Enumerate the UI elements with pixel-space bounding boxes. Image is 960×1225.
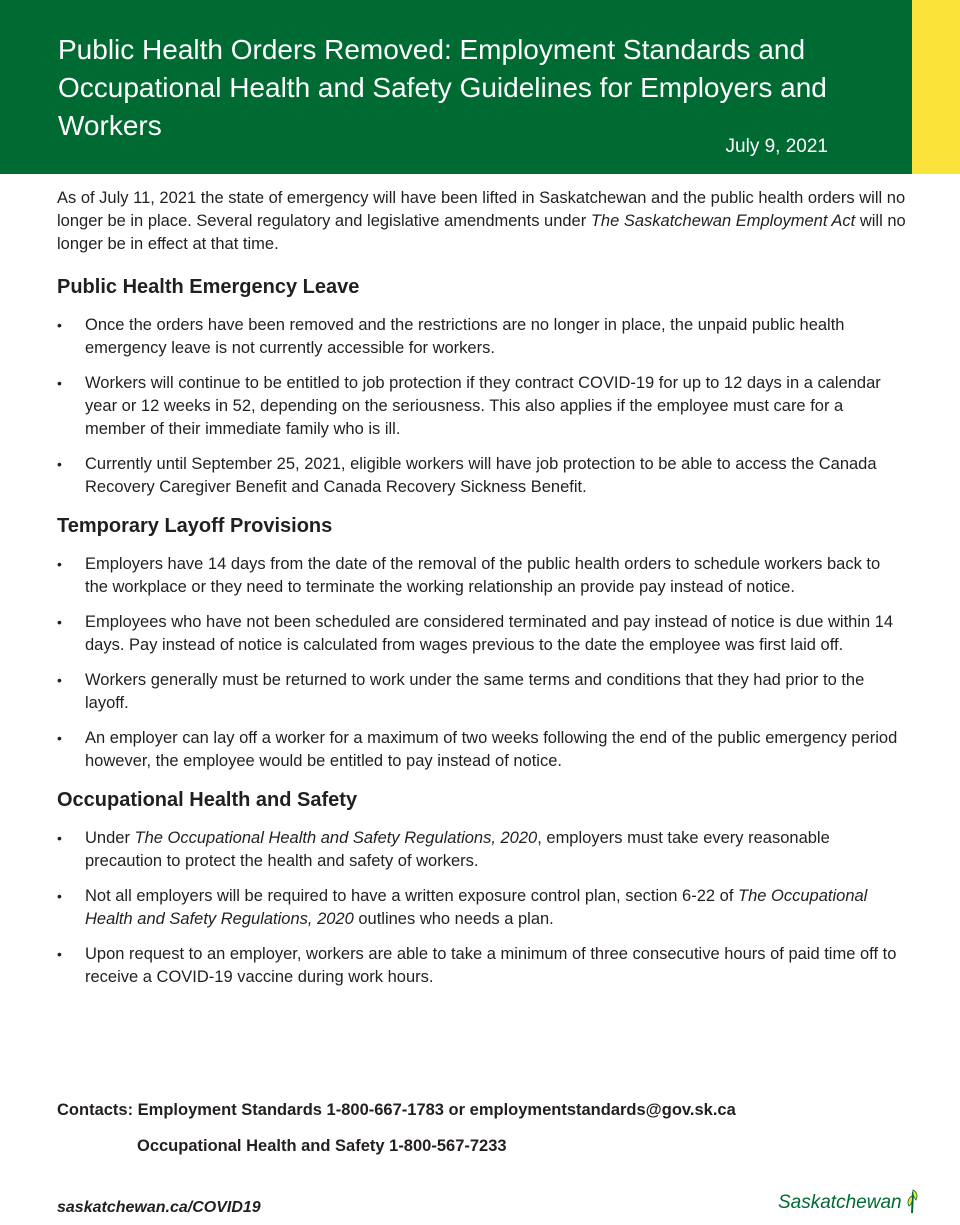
list-item-text: An employer can lay off a worker for a maximum of two weeks following the end of the public emergency period however, the employee would be entitled to pay instead of notice. <box>85 729 898 770</box>
intro-text-end: will no longer be in effect at that time. <box>57 212 906 253</box>
saskatchewan-logo <box>778 1186 920 1214</box>
bullet-icon: • <box>57 730 62 746</box>
list-item <box>57 611 907 657</box>
publish-date: July 9, 2021 <box>725 136 828 157</box>
list-item-text: outlines who needs a plan. <box>353 910 554 928</box>
footer-url: saskatchewan.ca/COVID19 <box>57 1199 261 1216</box>
list-item-text: Once the orders have been removed and the restrictions are no longer in place, the unpaid public health emergency leave is not currently accessible for workers. <box>85 316 845 357</box>
bullet-icon: • <box>57 946 62 962</box>
bullet-icon: • <box>57 614 62 630</box>
list-item-text: Not all employers will be required to have a written exposure control plan, section 6-22 of <box>85 887 739 905</box>
intro-paragraph <box>57 187 907 256</box>
bullet-icon: • <box>57 888 62 904</box>
document-body <box>57 187 907 1003</box>
section-heading-layoff: Temporary Layoff Provisions <box>57 515 333 537</box>
list-item <box>57 885 907 931</box>
logo-wordmark: Saskatchewan <box>778 1192 902 1213</box>
list-item-text: Workers will continue to be entitled to job protection if they contract COVID-19 for up to 12 days in a calendar year or 12 weeks in 52, depending on the seriousness. This also applies if the employee must care for a member of their immediate family who is ill. <box>85 374 881 438</box>
bullet-icon: • <box>57 672 62 688</box>
list-item-text: Employees who have not been scheduled are considered terminated and pay instead of notice is due within 14 days. Pay instead of notice is calculated from wages previous to the date the employee was first laid off. <box>85 613 894 654</box>
act-name: The Saskatchewan Employment Act <box>590 212 856 230</box>
list-item <box>57 727 907 773</box>
list-item <box>57 453 907 499</box>
list-item-text: Employers have 14 days from the date of the removal of the public health orders to schedule workers back to the workplace or they need to terminate the working relationship an provide pay instead of notice. <box>85 555 881 596</box>
bullet-icon: • <box>57 830 62 846</box>
bullet-icon: • <box>57 456 62 472</box>
wheat-icon <box>904 1186 920 1214</box>
list-item-text: Under <box>85 829 135 847</box>
list-item-text: Currently until September 25, 2021, eligible workers will have job protection to be able to access the Canada Recovery Caregiver Benefit and Canada Recovery Sickness Benefit. <box>85 455 877 496</box>
layoff-list <box>57 553 907 773</box>
list-item-text: Upon request to an employer, workers are able to take a minimum of three consecutive hours of paid time off to receive a COVID-19 vaccine during work hours. <box>85 945 897 986</box>
contacts-ohs: Occupational Health and Safety 1-800-567-7233 <box>137 1137 507 1155</box>
bullet-icon: • <box>57 375 62 391</box>
intro-text: As of July 11, 2021 the state of emergency will have been lifted in Saskatchewan and the public health orders will no longer be in place. Several regulatory and legislative amendments under <box>57 189 906 230</box>
accent-bar <box>912 0 960 174</box>
section-heading-emergency-leave: Public Health Emergency Leave <box>57 276 360 298</box>
header-banner <box>0 0 912 174</box>
contacts-employment-standards: Contacts: Employment Standards 1-800-667-1783 or employmentstandards@gov.sk.ca <box>57 1101 736 1119</box>
contacts-block <box>57 1098 736 1158</box>
list-item-text: Workers generally must be returned to work under the same terms and conditions that they had prior to the layoff. <box>85 671 865 712</box>
list-item <box>57 553 907 599</box>
list-item <box>57 372 907 441</box>
ohs-list <box>57 827 907 989</box>
list-item <box>57 314 907 360</box>
list-item <box>57 827 907 873</box>
bullet-icon: • <box>57 317 62 333</box>
regulation-name: The Occupational Health and Safety Regulations, 2020 <box>134 829 538 847</box>
list-item <box>57 943 907 989</box>
list-item-text: , employers must take every reasonable precaution to protect the health and safety of workers. <box>85 829 830 870</box>
regulation-name: The Occupational Health and Safety Regulations, 2020 <box>85 887 868 928</box>
emergency-leave-list <box>57 314 907 499</box>
list-item <box>57 669 907 715</box>
section-heading-ohs: Occupational Health and Safety <box>57 789 358 811</box>
page-title: Public Health Orders Removed: Employment Standards and Occupational Health and Safety Guidelines for Employers and Workers <box>58 34 827 141</box>
bullet-icon: • <box>57 556 62 572</box>
